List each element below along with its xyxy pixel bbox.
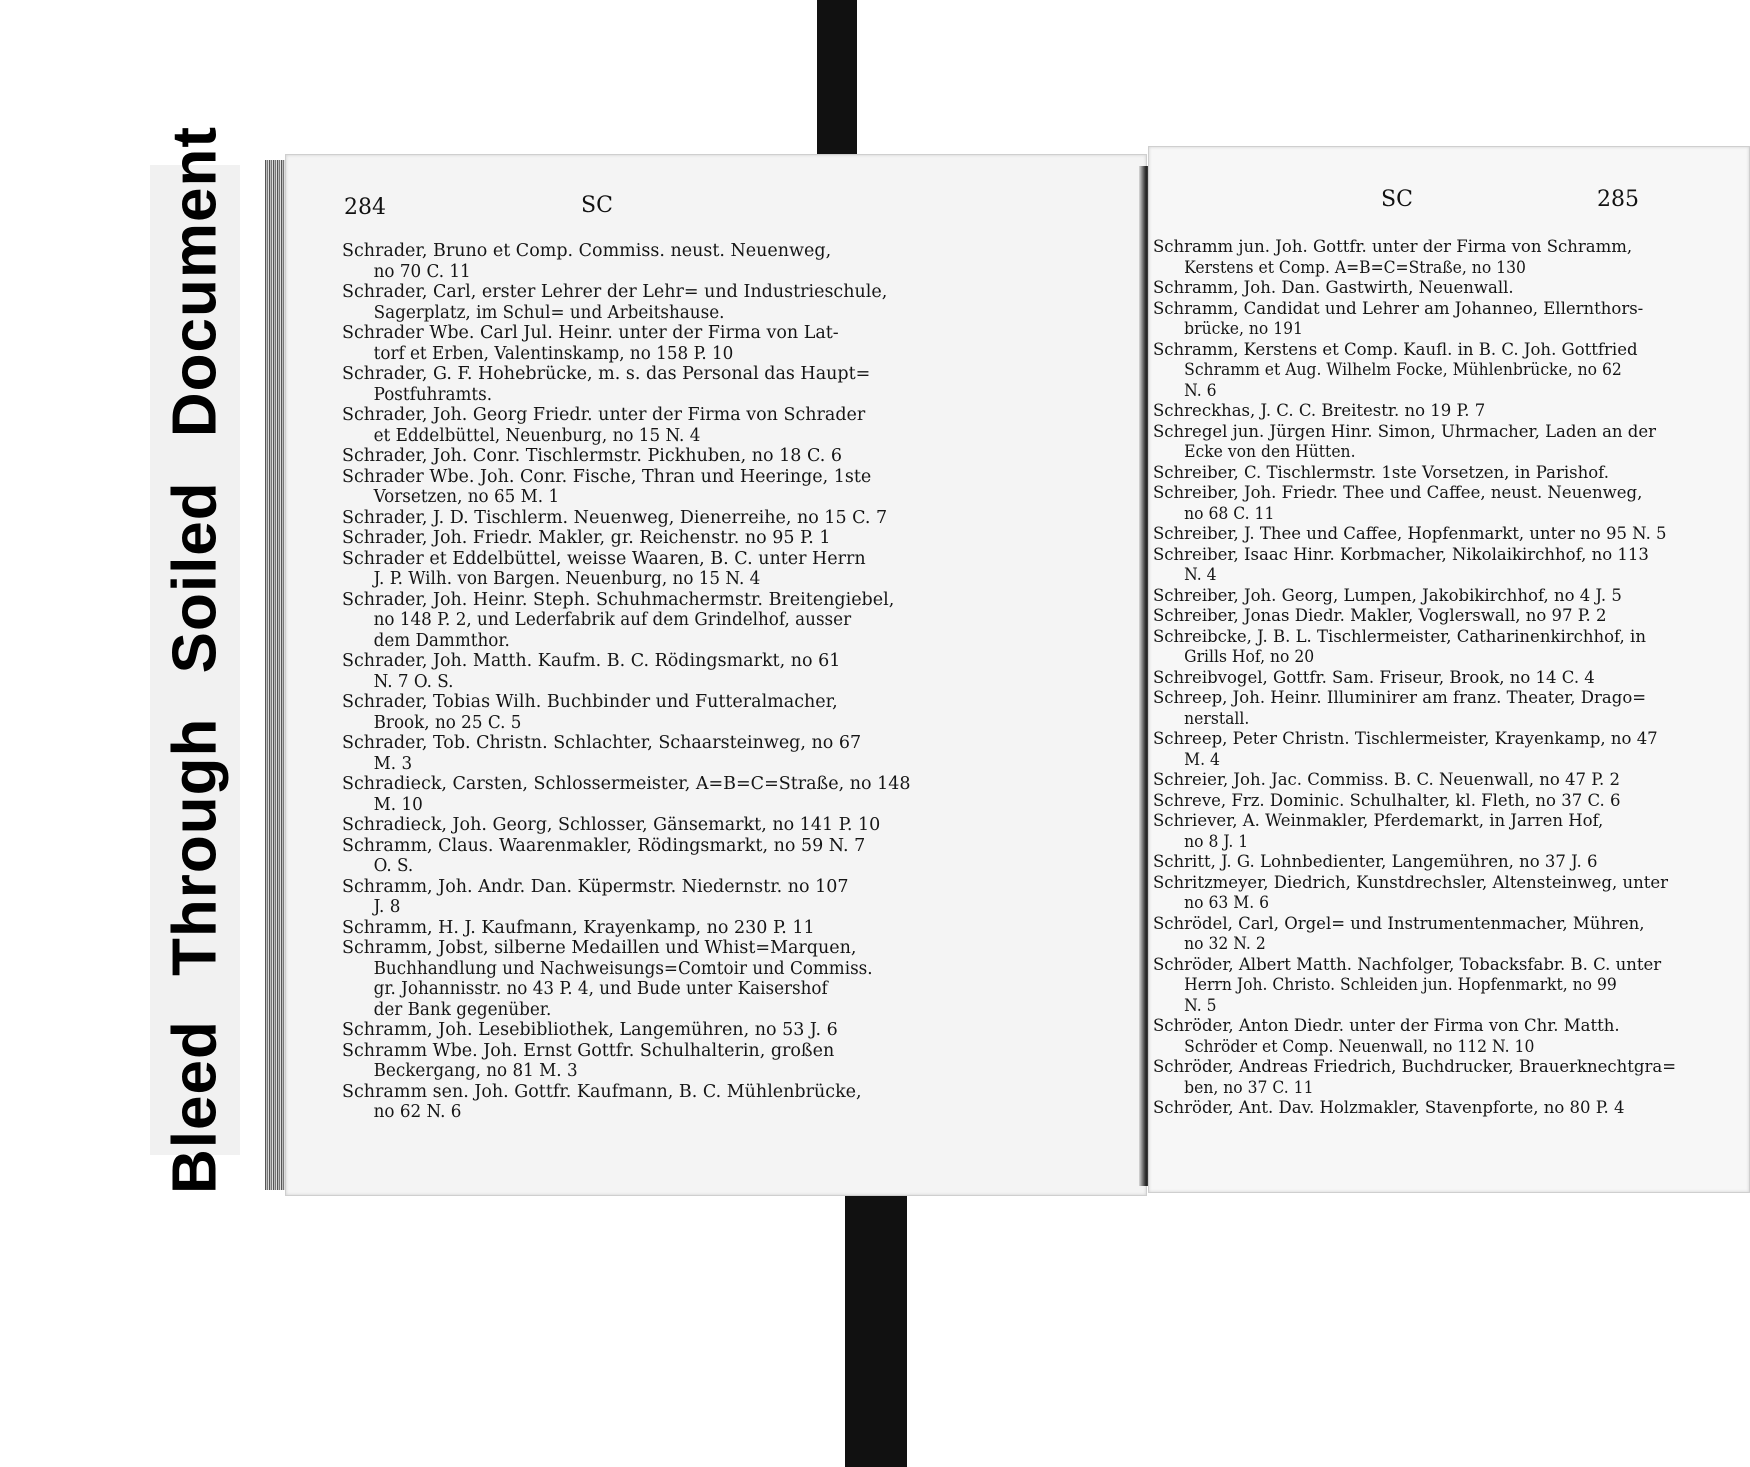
directory-entry — [1153, 770, 1741, 791]
entry-continuation-line: M. 3 — [373, 753, 413, 774]
entry-line: Schreve, Frz. Dominic. Schulhalter, kl. Fleth, no 37 C. 6 — [1153, 790, 1621, 810]
entry-continuation-line: Brook, no 25 C. 5 — [373, 712, 522, 733]
entry-line: Schramm, Joh. Andr. Dan. Küpermstr. Niedernstr. no 107 — [342, 876, 849, 897]
entry-continuation-line: N. 4 — [1184, 565, 1217, 584]
right-page-number: 285 — [1597, 187, 1639, 212]
entry-line: Schrader, Joh. Matth. Kaufm. B. C. Rödingsmarkt, no 61 — [342, 651, 841, 671]
entry-line: Schramm sen. Joh. Gottfr. Kaufmann, B. C. Mühlenbrücke, — [342, 1081, 862, 1102]
entry-line: Schreep, Peter Christn. Tischlermeister, Krayenkamp, no 47 — [1153, 729, 1658, 748]
entry-line: Schrader, Tob. Christn. Schlachter, Schaarsteinweg, no 67 — [342, 733, 862, 753]
entry-line: Schröder, Andreas Friedrich, Buchdrucker, Brauerknechtgra= — [1153, 1057, 1677, 1076]
entry-continuation-line: no 8 J. 1 — [1184, 831, 1249, 851]
entry-line: Schrader Wbe. Carl Jul. Heinr. unter der Firma von Lat- — [342, 323, 839, 343]
directory-entry — [1153, 1098, 1741, 1119]
entry-continuation-line: N. 6 — [1184, 380, 1217, 400]
directory-entry — [1153, 545, 1741, 586]
entry-line: Schramm, Kerstens et Comp. Kaufl. in B. C. Joh. Gottfried — [1153, 339, 1638, 359]
entry-line: Schradieck, Joh. Georg, Schlosser, Gänsemarkt, no 141 P. 10 — [342, 815, 881, 835]
directory-entry — [342, 692, 1132, 733]
directory-entry — [1153, 873, 1741, 914]
entry-line: Schreiber, Joh. Friedr. Thee und Caffee, neust. Neuenweg, — [1153, 483, 1643, 502]
directory-entry — [1153, 340, 1741, 402]
left-page-number: 284 — [344, 195, 386, 220]
entry-continuation-line: der Bank gegenüber. — [373, 999, 552, 1020]
entry-line: Schrader, G. F. Hohebrücke, m. s. das Personal das Haupt= — [342, 364, 871, 384]
left-entry-list — [342, 241, 1132, 1123]
entry-line: Schriever, A. Weinmakler, Pferdemarkt, in Jarren Hof, — [1153, 811, 1604, 830]
entry-continuation-line: N. 7 O. S. — [373, 671, 454, 692]
entry-continuation-line: torf et Erben, Valentinskamp, no 158 P. 10 — [373, 343, 734, 364]
entry-continuation-line: no 148 P. 2, und Lederfabrik auf dem Grindelhof, ausser — [373, 610, 852, 630]
entry-line: Schrader Wbe. Joh. Conr. Fische, Thran und Heeringe, 1ste — [342, 466, 872, 487]
entry-line: Schreiber, J. Thee und Caffee, Hopfenmarkt, unter no 95 N. 5 — [1153, 524, 1667, 543]
entry-continuation-line: no 32 N. 2 — [1184, 934, 1266, 953]
directory-entry — [342, 938, 1132, 1020]
side-label-text: Bleed Through Soiled Document — [160, 125, 230, 1195]
directory-entry — [1153, 278, 1741, 299]
entry-line: Schrader, Joh. Friedr. Makler, gr. Reichenstr. no 95 P. 1 — [342, 528, 831, 548]
directory-entry — [1153, 688, 1741, 729]
entry-line: Schreiber, Joh. Georg, Lumpen, Jakobikirchhof, no 4 J. 5 — [1153, 585, 1622, 605]
entry-line: Schröder, Ant. Dav. Holzmakler, Stavenpforte, no 80 P. 4 — [1153, 1098, 1625, 1117]
entry-continuation-line: O. S. — [373, 856, 414, 876]
entry-continuation-line: J. P. Wilh. von Bargen. Neuenburg, no 15 N. 4 — [373, 569, 761, 589]
directory-entry — [342, 528, 1132, 549]
directory-entry — [342, 733, 1132, 774]
directory-entry — [342, 877, 1132, 918]
directory-entry — [1153, 524, 1741, 545]
entry-line: Schrader, J. D. Tischlerm. Neuenweg, Dienerreihe, no 15 C. 7 — [342, 507, 888, 528]
entry-line: Schröder, Albert Matth. Nachfolger, Tobacksfabr. B. C. unter — [1153, 954, 1662, 974]
entry-line: Schramm, Candidat und Lehrer am Johanneo, Ellernthors- — [1153, 298, 1644, 318]
entry-line: Schramm, H. J. Kaufmann, Krayenkamp, no 230 P. 11 — [342, 917, 815, 938]
left-page-header: SC — [581, 193, 613, 218]
directory-entry — [342, 815, 1132, 836]
right-entry-list — [1153, 237, 1741, 1119]
directory-entry — [342, 446, 1132, 467]
entry-continuation-line: no 68 C. 11 — [1184, 503, 1275, 523]
entry-continuation-line: Sagerplatz, im Schul= und Arbeitshause. — [373, 302, 725, 323]
directory-entry — [342, 1082, 1132, 1123]
directory-entry — [1153, 729, 1741, 770]
directory-entry — [1153, 237, 1741, 278]
directory-entry — [342, 918, 1132, 939]
entry-line: Schramm jun. Joh. Gottfr. unter der Firma von Schramm, — [1153, 237, 1633, 256]
entry-continuation-line: nerstall. — [1184, 708, 1250, 728]
directory-entry — [342, 282, 1132, 323]
entry-line: Schreiber, Jonas Diedr. Makler, Voglerswall, no 97 P. 2 — [1153, 606, 1607, 625]
entry-continuation-line: Buchhandlung und Nachweisungs=Comtoir und Commiss. — [373, 958, 873, 979]
right-page — [1148, 146, 1750, 1193]
directory-entry — [1153, 914, 1741, 955]
entry-continuation-line: Schramm et Aug. Wilhelm Focke, Mühlenbrücke, no 62 — [1184, 360, 1622, 379]
directory-entry — [342, 241, 1132, 282]
directory-entry — [1153, 955, 1741, 1017]
entry-continuation-line: Beckergang, no 81 M. 3 — [373, 1061, 578, 1081]
directory-entry — [342, 508, 1132, 529]
directory-entry — [1153, 852, 1741, 873]
entry-line: Schramm, Joh. Lesebibliothek, Langemühren, no 53 J. 6 — [342, 1020, 838, 1040]
entry-line: Schrader, Carl, erster Lehrer der Lehr= und Industrieschule, — [342, 282, 888, 302]
entry-line: Schritzmeyer, Diedrich, Kunstdrechsler, Altensteinweg, unter — [1153, 872, 1669, 892]
entry-continuation-line: Kerstens et Comp. A=B=C=Straße, no 130 — [1184, 257, 1526, 277]
directory-entry — [342, 1020, 1132, 1041]
entry-continuation-line: dem Dammthor. — [373, 630, 510, 651]
entry-line: Schrader et Eddelbüttel, weisse Waaren, B. C. unter Herrn — [342, 548, 866, 569]
open-book — [265, 146, 1677, 1196]
left-page — [285, 154, 1147, 1196]
directory-entry — [342, 836, 1132, 877]
entry-continuation-line: no 70 C. 11 — [373, 261, 471, 282]
entry-line: Schreckhas, J. C. C. Breitestr. no 19 P. 7 — [1153, 401, 1486, 420]
entry-continuation-line: Ecke von den Hütten. — [1184, 442, 1356, 461]
directory-entry — [1153, 791, 1741, 812]
entry-line: Schrader, Bruno et Comp. Commiss. neust. Neuenweg, — [342, 241, 832, 261]
directory-entry — [1153, 463, 1741, 484]
entry-line: Schreiber, Isaac Hinr. Korbmacher, Nikolaikirchhof, no 113 — [1153, 544, 1649, 564]
directory-entry — [1153, 627, 1741, 668]
binding-strap-bottom — [845, 1192, 907, 1467]
directory-entry — [1153, 299, 1741, 340]
entry-continuation-line: Herrn Joh. Christo. Schleiden jun. Hopfenmarkt, no 99 — [1184, 975, 1617, 994]
entry-line: Schrader, Joh. Georg Friedr. unter der Firma von Schrader — [342, 405, 866, 425]
entry-line: Schreep, Joh. Heinr. Illuminirer am franz. Theater, Drago= — [1153, 688, 1647, 707]
entry-line: Schreibvogel, Gottfr. Sam. Friseur, Brook, no 14 C. 4 — [1153, 667, 1595, 687]
entry-line: Schrader, Joh. Heinr. Steph. Schuhmachermstr. Breitengiebel, — [342, 589, 895, 610]
directory-entry — [342, 364, 1132, 405]
entry-line: Schreibcke, J. B. L. Tischlermeister, Catharinenkirchhof, in — [1153, 626, 1646, 646]
directory-entry — [1153, 401, 1741, 422]
entry-line: Schreiber, C. Tischlermstr. 1ste Vorsetzen, in Parishof. — [1153, 462, 1609, 482]
directory-entry — [342, 774, 1132, 815]
entry-continuation-line: Grills Hof, no 20 — [1184, 647, 1315, 666]
entry-line: Schramm, Jobst, silberne Medaillen und Whist=Marquen, — [342, 938, 857, 958]
entry-continuation-line: Postfuhramts. — [373, 384, 493, 405]
entry-continuation-line: J. 8 — [373, 897, 401, 917]
directory-entry — [1153, 811, 1741, 852]
right-page-header: SC — [1381, 187, 1413, 212]
entry-line: Schritt, J. G. Lohnbedienter, Langemühren, no 37 J. 6 — [1153, 852, 1598, 871]
entry-line: Schradieck, Carsten, Schlossermeister, A=B=C=Straße, no 148 — [342, 774, 911, 794]
entry-continuation-line: et Eddelbüttel, Neuenburg, no 15 N. 4 — [373, 425, 701, 446]
directory-entry — [1153, 606, 1741, 627]
entry-continuation-line: Vorsetzen, no 65 M. 1 — [373, 487, 560, 507]
entry-line: Schrader, Joh. Conr. Tischlermstr. Pickhuben, no 18 C. 6 — [342, 446, 843, 466]
directory-entry — [342, 405, 1132, 446]
entry-continuation-line: brücke, no 191 — [1184, 319, 1303, 338]
directory-entry — [1153, 1016, 1741, 1057]
entry-line: Schramm, Joh. Dan. Gastwirth, Neuenwall. — [1153, 278, 1514, 297]
entry-line: Schreier, Joh. Jac. Commiss. B. C. Neuenwall, no 47 P. 2 — [1153, 770, 1620, 789]
directory-entry — [342, 590, 1132, 652]
directory-entry — [342, 1041, 1132, 1082]
entry-continuation-line: no 62 N. 6 — [373, 1102, 462, 1122]
page-edges — [265, 160, 287, 1190]
entry-line: Schrödel, Carl, Orgel= und Instrumentenmacher, Mühren, — [1153, 913, 1645, 933]
directory-entry — [342, 323, 1132, 364]
entry-line: Schregel jun. Jürgen Hinr. Simon, Uhrmacher, Laden an der — [1153, 421, 1657, 441]
entry-continuation-line: M. 4 — [1184, 749, 1220, 769]
directory-entry — [1153, 1057, 1741, 1098]
entry-line: Schramm, Claus. Waarenmakler, Rödingsmarkt, no 59 N. 7 — [342, 835, 866, 856]
entry-continuation-line: gr. Johannisstr. no 43 P. 4, und Bude unter Kaisershof — [373, 979, 828, 999]
entry-line: Schröder, Anton Diedr. unter der Firma von Chr. Matth. — [1153, 1016, 1620, 1035]
entry-continuation-line: M. 10 — [373, 794, 423, 815]
entry-continuation-line: ben, no 37 C. 11 — [1184, 1077, 1314, 1097]
directory-entry — [342, 467, 1132, 508]
entry-continuation-line: no 63 M. 6 — [1184, 893, 1270, 912]
entry-continuation-line: N. 5 — [1184, 995, 1217, 1015]
entry-line: Schrader, Tobias Wilh. Buchbinder und Futteralmacher, — [342, 692, 838, 712]
binding-strap-top — [817, 0, 857, 165]
directory-entry — [1153, 422, 1741, 463]
directory-entry — [342, 651, 1132, 692]
directory-entry — [1153, 586, 1741, 607]
directory-entry — [1153, 668, 1741, 689]
entry-continuation-line: Schröder et Comp. Neuenwall, no 112 N. 10 — [1184, 1036, 1535, 1056]
entry-line: Schramm Wbe. Joh. Ernst Gottfr. Schulhalterin, großen — [342, 1040, 835, 1061]
directory-entry — [1153, 483, 1741, 524]
directory-entry — [342, 549, 1132, 590]
